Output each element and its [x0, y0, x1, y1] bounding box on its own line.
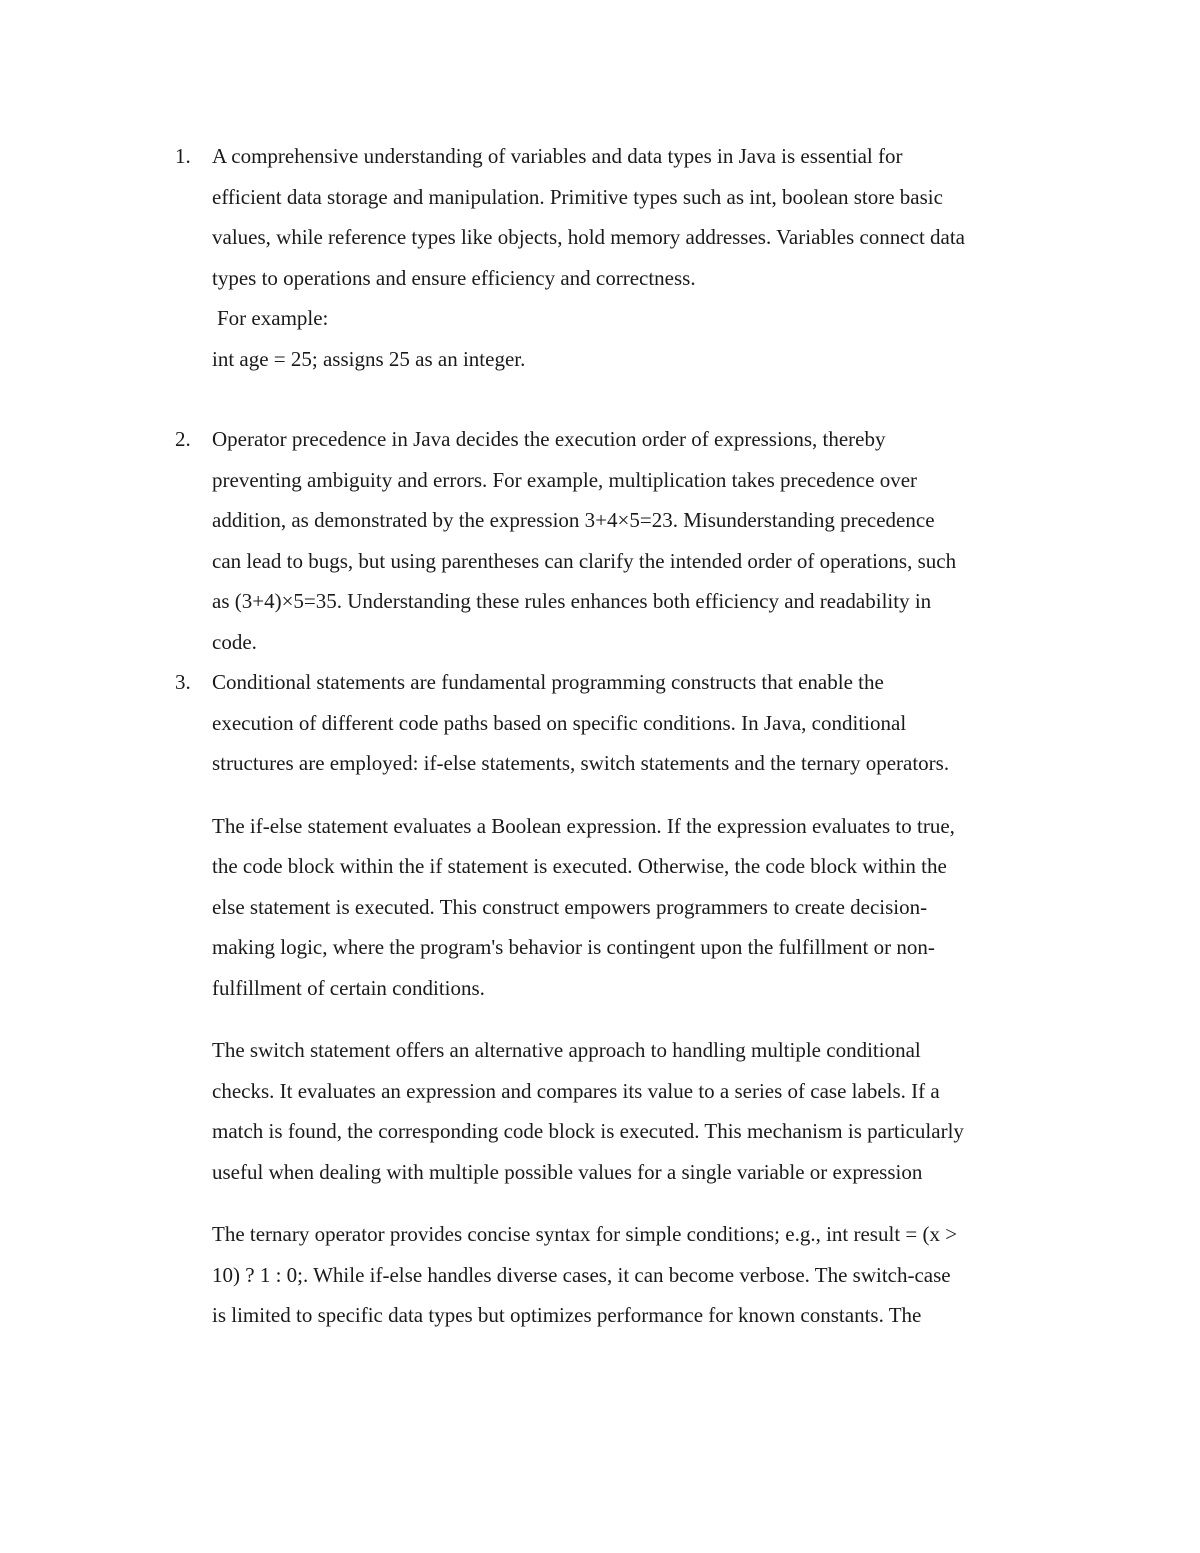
- text-line: types to operations and ensure efficiency and correctness.: [212, 265, 696, 290]
- text-line: match is found, the corresponding code block is executed. This mechanism is particularly: [212, 1119, 964, 1143]
- paragraph-if-else: [212, 806, 1077, 1009]
- text-line: int age = 25; assigns 25 as an integer.: [212, 346, 526, 371]
- text-line: The ternary operator provides concise syntax for simple conditions; e.g., int result = (x >: [212, 1222, 958, 1246]
- text-line: is limited to specific data types but optimizes performance for known constants. The: [212, 1303, 922, 1327]
- text-line: else statement is executed. This construct empowers programmers to create decision-: [212, 894, 928, 919]
- text-line: structures are employed: if-else statements, switch statements and the ternary operators.: [212, 751, 950, 775]
- text-line: fulfillment of certain conditions.: [212, 975, 485, 1000]
- list-item-text: [212, 136, 1077, 379]
- text-line: Operator precedence in Java decides the execution order of expressions, thereby: [212, 427, 886, 451]
- text-line: code.: [212, 629, 257, 654]
- paragraph-ternary: [212, 1214, 1077, 1336]
- text-line: The switch statement offers an alternative approach to handling multiple conditional: [212, 1038, 921, 1062]
- text-line: A comprehensive understanding of variables and data types in Java is essential for: [212, 144, 903, 168]
- text-line: useful when dealing with multiple possible values for a single variable or expression: [212, 1159, 923, 1184]
- text-line: addition, as demonstrated by the expression 3+4×5=23. Misunderstanding precedence: [212, 508, 935, 532]
- list-number: 3.: [175, 670, 191, 694]
- text-line: preventing ambiguity and errors. For example, multiplication takes precedence over: [212, 467, 918, 492]
- list-item-text: [212, 662, 1077, 1336]
- paragraph-gap: [212, 1192, 1077, 1214]
- text-line: For example:: [217, 306, 329, 330]
- list-number: 2.: [175, 427, 191, 451]
- text-line: making logic, where the program's behavior is contingent upon the fulfillment or non-: [212, 935, 935, 959]
- text-line: the code block within the if statement is executed. Otherwise, the code block within the: [212, 854, 947, 878]
- paragraph-switch: [212, 1030, 1077, 1192]
- paragraph-gap: [212, 784, 1077, 806]
- text-line: The if-else statement evaluates a Boolean expression. If the expression evaluates to true,: [212, 813, 955, 838]
- text-line: checks. It evaluates an expression and compares its value to a series of case labels. If a: [212, 1078, 940, 1103]
- text-line: as (3+4)×5=35. Understanding these rules enhances both efficiency and readability in: [212, 589, 932, 613]
- text-line: efficient data storage and manipulation. Primitive types such as int, boolean store basic: [212, 184, 943, 209]
- list-item-text: [212, 419, 1077, 662]
- text-line: values, while reference types like objects, hold memory addresses. Variables connect data: [212, 225, 966, 249]
- list-number: 1.: [175, 144, 191, 168]
- paragraph-gap: [212, 1008, 1077, 1030]
- text-line: Conditional statements are fundamental programming constructs that enable the: [212, 670, 884, 694]
- text-line: 10) ? 1 : 0;. While if-else handles diverse cases, it can become verbose. The switch-case: [212, 1262, 951, 1287]
- text-line: execution of different code paths based on specific conditions. In Java, conditional: [212, 710, 907, 735]
- text-line: can lead to bugs, but using parentheses can clarify the intended order of operations, such: [212, 548, 957, 573]
